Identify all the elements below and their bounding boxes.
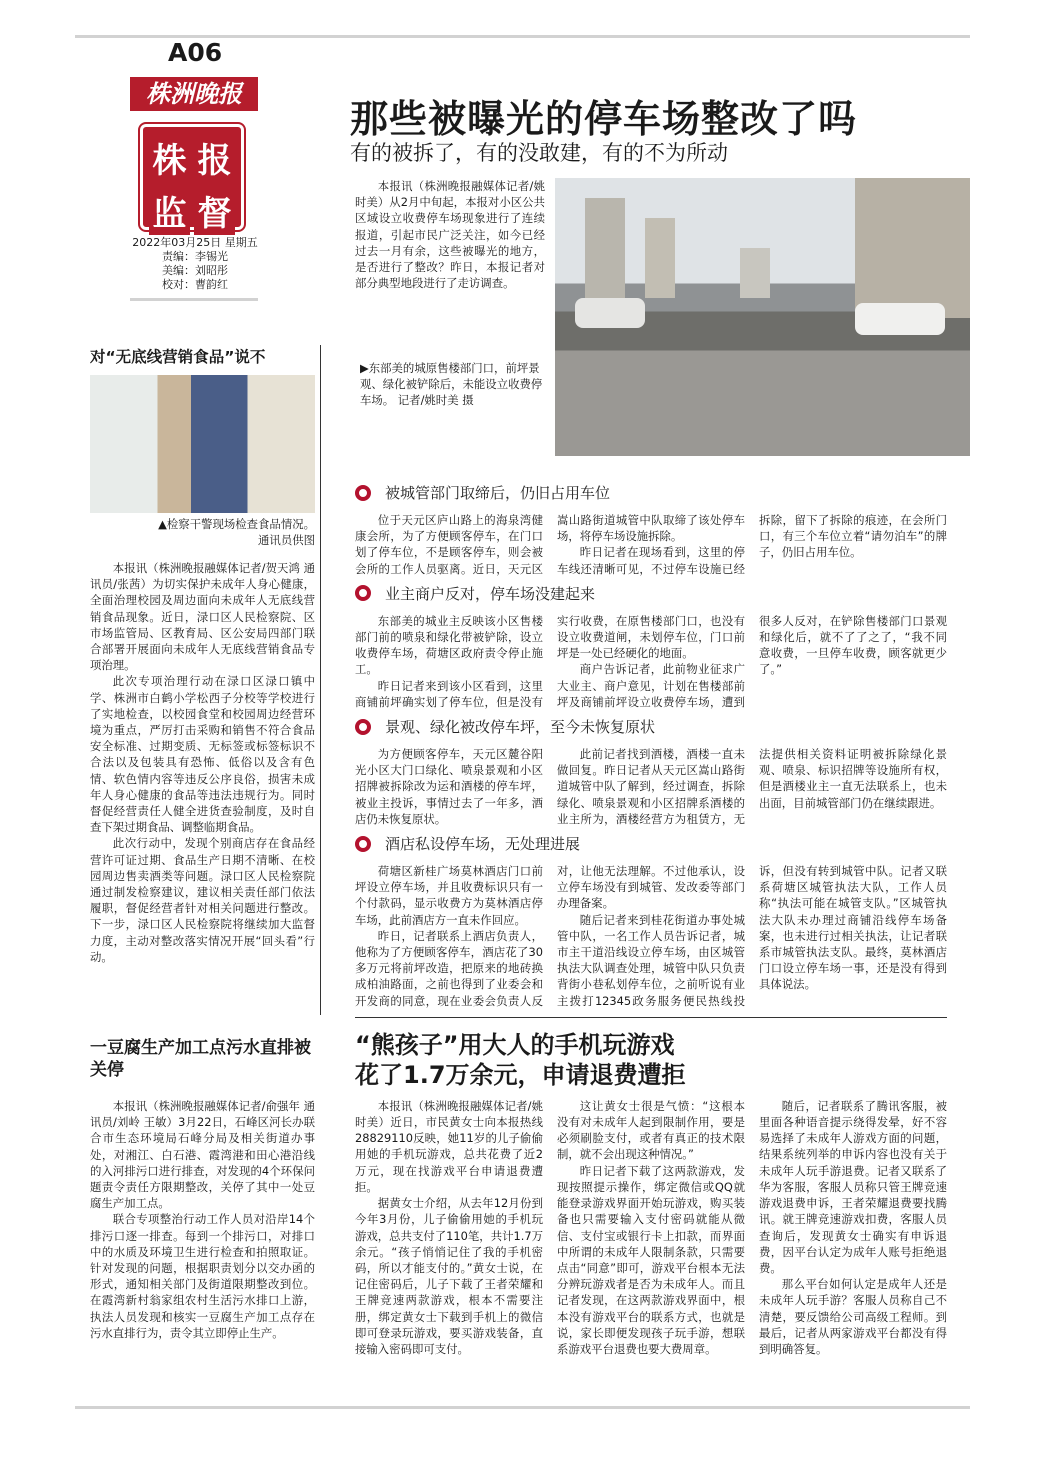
paragraph: 位于天元区庐山路上的海泉湾健康会所，为了方便顾客停车，在门口划了停车位，不是顾客停车，则会被会所的工作人员驱离。近日，天元区嵩山路街道城管中队取缔了该处停车场，将停车场设施拆除。 <box>355 513 745 576</box>
issue-info <box>110 236 280 292</box>
right-content-column <box>355 476 947 1357</box>
paragraph: 此次专项治理行动在渌口区渌口镇中学、株洲市白鹤小学松西子分校等学校进行了实地检查，以校园食堂和校园周边经营环境为重点，严厉打击采购和销售不符合食品安全标准、过期变质、无标签或标签标识不合法以及包装具有恐怖、低俗以及含有色情、软色情内容等违反公序良俗，损害未成年人身心健康的食品等违法违规行为。同时督促经营责任人健全进货查验制度，及时自查下架过期食品、调整临期食品。 <box>90 674 315 835</box>
paragraph: 东部美的城业主反映该小区售楼部门前的喷泉和绿化带被铲除，设立收费停车场，荷塘区政府责令停止施工。 <box>355 613 543 677</box>
paragraph: 本报讯（株洲晚报融媒体记者/贺天鸿 通讯员/张茜）为切实保护未成年人身心健康，全面治理校园及周边面向未成年人无底线营销食品现象。近日，渌口区人民检察院、区市场监管局、区教育局、区公安局四部门联合部署开展面向未成年人无底线营销食品专项治理。 <box>90 561 315 673</box>
section-3-body <box>355 746 947 827</box>
paragraph: 本报讯（株洲晚报融媒体记者/俞强年 通讯员/刘岭 王敏）3月22日，石峰区河长办联合市生态环境局石峰分局及相关街道办事处，对湘江、白石港、霞湾港和田心港沿线的入河排污口进行排查，对发现的4个环保问题责令责任方限期整改，关停了其中一处豆腐生产加工点。 <box>90 1099 315 1211</box>
headline-line-1: “熊孩子”用大人的手机玩游戏 <box>355 1030 675 1059</box>
section-1-header <box>355 482 947 503</box>
photo-caption: ▲检察干警现场检查食品情况。 通讯员供图 <box>158 517 315 547</box>
paragraph: 随后记者来到桂花街道办事处城管中队，一名工作人员告诉记者，城市主干道沿线设立停车场，由区城管执法大队调查处理，城管中队只负责背街小巷私划停车位，之前听说有业主拨打12345政务服务便民热线投诉，但没有转到城管中队。记者又联系荷塘区城管执法大队，工作人员称“执法可能在城管支队。”区城管执法大队未办理过商铺沿线停车场备案，也未进行过相关执法，让记者联系市城管执法支队。最终，莫林酒店门口设立停车场一事，还是没有得到具体说法。 <box>557 864 947 1008</box>
paragraph: 此前记者找到酒楼，酒楼一直未做回复。昨日记者从天元区嵩山路街道城管中队了解到，经过调查，拆除绿化、喷泉景观和小区招牌系酒楼的业主所为，酒楼经营方为租赁方，无法提供相关资料证明被拆除绿化景观、喷泉、标识招牌等设施所有权，但是酒楼业主一直无法联系上，也未出面，目前城管部门仍在继续跟进。 <box>557 747 947 826</box>
section-1-body <box>355 512 947 577</box>
section-title: 景观、绿化被改停车坪，至今未恢复原状 <box>385 718 656 737</box>
section-2-body <box>355 613 947 710</box>
column-divider <box>320 345 321 1015</box>
paragraph: 昨日记者下载了这两款游戏，发现按照提示操作，绑定微信或QQ就能登录游戏界面开始玩游戏，购买装备也只需要输入支付密码就能从微信、支付宝或银行卡上扣款，而界面中所谓的未成年人限制条款，只需要点击“同意”即可，游戏平台根本无法分辨玩游戏者是否为未成年人。而且记者发现，在这两款游戏界面中，根本没有游戏平台的联系方式，也就是说，家长即便发现孩子玩手游，想联系游戏平台退费也要大费周章。 <box>557 1163 745 1356</box>
game-article-body <box>355 1098 947 1357</box>
editor: 责编：李锡光 <box>162 250 228 263</box>
paragraph: 这让黄女士很是气愤：“这根本没有对未成年人起到限制作用，要是必须刷脸支付，或者有真正的技术限制，就不会出现这种情况。” <box>557 1098 745 1162</box>
paragraph: 随后，记者联系了腾讯客服，被里面各种语音提示绕得发晕，好不容易选择了未成年人游戏方面的问题，结果系统列举的申诉内容也没有关于未成年人玩手游退费。记者又联系了华为客服，客服人员称只管王牌竞速游戏退费申诉，王者荣耀退费要找腾讯。就王牌竞速游戏扣费，客服人员查询后，发现黄女士确实有申诉退费，因平台认定为成年人账号拒绝退费。 <box>759 1098 947 1275</box>
article-divider <box>355 1017 947 1018</box>
designer: 美编：刘昭彤 <box>162 264 228 277</box>
section-4-header <box>355 833 947 854</box>
left-article-1-body <box>90 560 315 965</box>
paragraph: 商户告诉记者，此前物业征求广大业主、商户意见，计划在售楼部前坪及商铺前坪设立收费停车场，遭到很多人反对，在铲除售楼部门口景观和绿化后，就不了了之了，“我不同意收费，一旦停车收费，顾客就更少了。” <box>557 613 947 709</box>
paragraph: 本报讯（株洲晚报融媒体记者/姚时美）近日，市民黄女士向本报热线28829110反映，她11岁的儿子偷偷用她的手机玩游戏，总共花费了近2万元，现在找游戏平台申请退费遭拒。 <box>355 1098 543 1194</box>
ring-bullet-icon <box>355 836 371 852</box>
main-photo-caption: ▶东部美的城原售楼部门口，前坪景观、绿化被铲除后，未能设立收费停车场。 记者/姚时美 摄 <box>360 361 543 408</box>
section-4-body <box>355 863 947 1009</box>
section-2-header <box>355 583 947 604</box>
food-inspection-photo <box>90 375 315 513</box>
page-number: A06 <box>168 38 223 67</box>
section-3-header <box>355 716 947 737</box>
seal-character: 监 <box>149 186 190 235</box>
game-headline <box>355 1030 947 1090</box>
main-headline: 那些被曝光的停车场整改了吗 <box>350 97 858 141</box>
building-shape <box>645 218 675 298</box>
paragraph: 本报讯（株洲晚报融媒体记者/姚时美）从2月中旬起，本报对小区公共区域设立收费停车场现象进行了连续报道，引起市民广泛关注，如今已经过去一月有余，这些被曝光的地方，是否进行了整改？昨日，本报记者对部分典型地段进行了走访调查。 <box>355 179 545 291</box>
seal-character: 督 <box>194 186 235 235</box>
ring-bullet-icon <box>355 585 371 601</box>
proofreader: 校对：曹韵红 <box>162 278 228 291</box>
car-shape <box>575 298 645 328</box>
paragraph: 昨日记者来到该小区看到，这里商铺前坪确实划了停车位，但是没有实行收费，在原售楼部门口，也没有设立收费道闸，未划停车位，门口前坪是一处已经硬化的地面。 <box>355 613 745 709</box>
masthead-logo: 株洲晚报 <box>130 77 258 111</box>
paragraph: 荷塘区新桂广场莫林酒店门口前坪设立停车场，并且收费标识只有一个付款码，显示收费方为莫林酒店停车场，此前酒店方一直未作回应。 <box>355 864 543 927</box>
left-article-2-body <box>90 1098 315 1341</box>
paragraph: 为方便顾客停车，天元区麓谷阳光小区大门口绿化、喷泉景观和小区招牌被拆除改为运和酒楼的停车坪，被业主投诉，事情过去了一年多，酒店仍未恢复原状。 <box>355 747 543 826</box>
building-shape <box>585 198 625 298</box>
building-shape <box>740 248 770 298</box>
building-shape <box>855 178 970 318</box>
section-title: 酒店私设停车场，无处理进展 <box>385 835 581 854</box>
paragraph: 据黄女士介绍，从去年12月份到今年3月份，儿子偷偷用她的手机玩游戏，总共支付了110笔，共计1.7万余元。“孩子悄悄记住了我的手机密码，所以才能支付的。”黄女士说，在记住密码后，儿子下载了王者荣耀和王牌竞速两款游戏，根本不需要注册，绑定黄女士下载到手机上的微信即可登录玩游戏，要买游戏装备，直接输入密码即可支付。 <box>355 1196 543 1356</box>
car-shape <box>855 303 945 335</box>
section-title: 被城管部门取缔后，仍旧占用车位 <box>385 484 611 502</box>
issue-date: 2022年03月25日 星期五 <box>132 236 258 249</box>
paragraph: 联合专项整治行动工作人员对沿岸14个排污口逐一排查。每到一个排污口，对排口中的水质及环境卫生进行检查和拍照取证。针对发现的问题，根据职责划分以交办函的形式，通知相关部门及街道限期整改到位。在霞湾新村翁家组农村生活污水排口上游，执法人员发现和核实一豆腐生产加工点存在污水直排行为，责令其立即停止生产。 <box>90 1212 315 1340</box>
headline-line-2: 花了1.7万余元，申请退费遭拒 <box>355 1060 686 1089</box>
left-article-2-title: 一豆腐生产加工点污水直排被关停 <box>90 1038 311 1080</box>
parking-lot-photo <box>555 178 970 456</box>
ring-bullet-icon <box>355 485 371 501</box>
ring-bullet-icon <box>355 719 371 735</box>
left-article-1-title: 对“无底线营销食品”说不 <box>90 348 266 366</box>
main-subheadline: 有的被拆了，有的没敢建，有的不为所动 <box>350 141 728 165</box>
seal-character: 报 <box>194 133 235 182</box>
paragraph: 那么平台如何认定是成年人还是未成年人玩手游？客服人员称自己不清楚，要反馈给公司高级工程师。到最后，记者从两家游戏平台都没有得到明确答复。 <box>759 1277 947 1356</box>
main-intro <box>355 178 545 291</box>
bottom-rule <box>75 1406 970 1409</box>
paragraph: 昨日，记者联系上酒店负责人，他称为了方便顾客停车，酒店花了30多万元将前坪改造，把原来的地砖换成柏油路面，之前也得到了业委会和开发商的同意，现在业委会负责人反对，让他无法理解。不过他承认，设立停车场没有到城管、发改委等部门办理备案。 <box>355 864 745 1008</box>
paragraph: 此次行动中，发现个别商店存在食品经营许可证过期、食品生产日期不清晰、在校园周边售卖酒类等问题。渌口区人民检察院通过制发检察建议，建议相关责任部门依法履职，督促经营者针对相关问题进行整改。下一步，渌口区人民检察院将继续加大监督力度，主动对整改落实情况开展“回头看”行动。 <box>90 836 315 964</box>
seal-character: 株 <box>149 133 190 182</box>
supervision-seal <box>140 124 244 234</box>
masthead-divider <box>130 298 258 301</box>
section-title: 业主商户反对，停车场没建起来 <box>385 584 596 603</box>
paragraph: 昨日记者在现场看到，这里的停车线还清晰可见，不过停车设施已经拆除，留下了拆除的痕迹，在会所门口，有三个车位立着“请勿泊车”的牌子，仍旧占用车位。 <box>557 513 947 576</box>
